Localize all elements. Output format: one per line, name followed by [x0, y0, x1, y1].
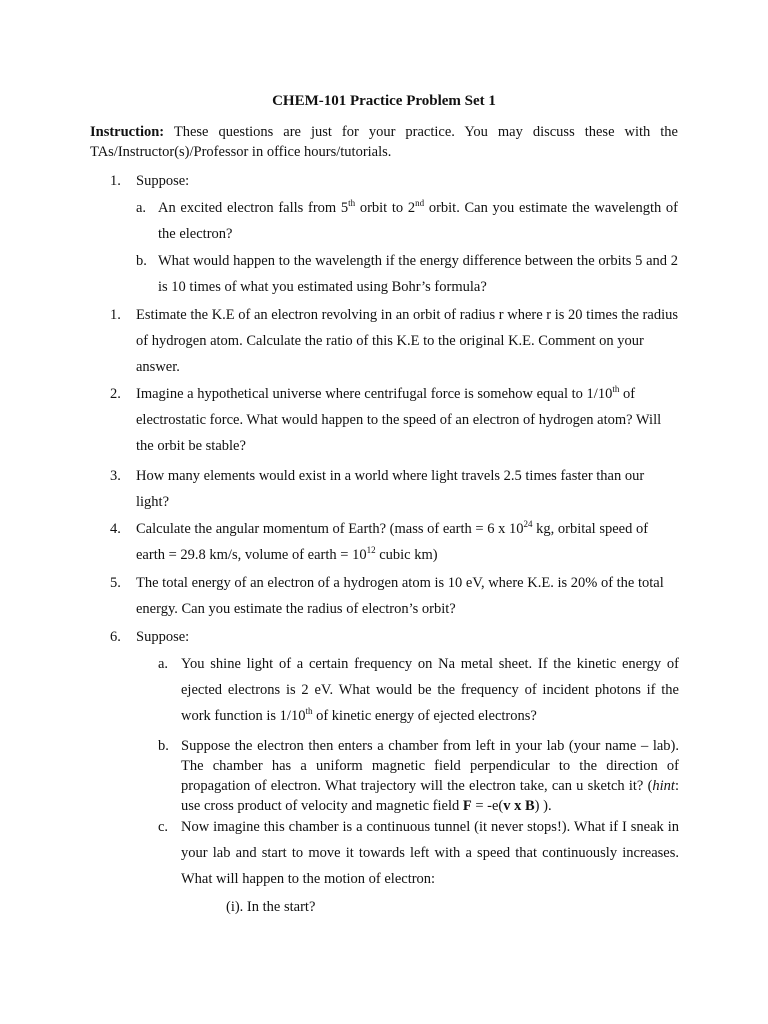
sub-question-letter: c. [158, 819, 169, 835]
sub-question-text: Now imagine this chamber is a continuous tunnel (it never stops!). What if I sneak in your lab and start to move it towards left with a speed that continuously increases. What will happen to the motion of electron: [181, 819, 679, 887]
sub-question-letter: a. [158, 656, 169, 672]
instruction-label: Instruction: [90, 124, 165, 140]
sub-question-letter: b. [158, 738, 169, 754]
sub-question-letter: b. [136, 253, 147, 269]
question-number: 3. [110, 468, 121, 484]
question-number: 1. [110, 307, 121, 323]
question-number: 6. [110, 629, 121, 645]
sub-sub-question-item: (i). In the start? [226, 899, 316, 915]
instruction-text: These questions are just for your practice. You may discuss these with the TAs/Instructor(s)/Professor in office hours/tutorials. [90, 124, 678, 160]
question-text: Suppose: [136, 629, 190, 645]
sub-question-text: Suppose the electron then enters a chamber from left in your lab (your name – lab). The chamber has a uniform magnetic field perpendicular to the direction of propagation of electron. What trajectory will the electron take, can u sketch it? (hint: use cross product of velocity and magnetic field F = -e(v x B) ). [181, 738, 679, 814]
question-number: 1. [110, 173, 121, 189]
instruction-paragraph [90, 122, 678, 162]
question-text: How many elements would exist in a world where light travels 2.5 times faster than our light? [136, 468, 645, 510]
sub-question-text: You shine light of a certain frequency on Na metal sheet. If the kinetic energy of ejected electrons is 2 eV. What would be the frequency of incident photons if the work function is 1/10th of kinetic energy of ejected electrons? [181, 656, 679, 724]
question-number: 4. [110, 521, 121, 537]
question-text: Estimate the K.E of an electron revolving in an orbit of radius r where r is 20 times the radius of hydrogen atom. Calculate the ratio of this K.E to the original K.E. Comment on your answer. [136, 307, 678, 375]
question-number: 2. [110, 386, 121, 402]
question-text: Suppose: [136, 173, 190, 189]
question-text: The total energy of an electron of a hydrogen atom is 10 eV, where K.E. is 20% of the total energy. Can you estimate the radius of electron’s orbit? [136, 575, 664, 617]
question-text: Calculate the angular momentum of Earth? (mass of earth = 6 x $10^{24}$ kg, orbital speed of earth = 29.8 km/s, volume of earth = $10^{12}$ cubic km) [136, 519, 649, 563]
sub-question-text: An excited electron falls from 5th orbit to 2nd orbit. Can you estimate the wavelength of the electron? [158, 198, 678, 242]
sub-question-letter: a. [136, 200, 147, 216]
question-number: 5. [110, 575, 121, 591]
page-title: CHEM-101 Practice Problem Set 1 [272, 93, 496, 109]
question-text: Imagine a hypothetical universe where centrifugal force is somehow equal to 1/10th of electrostatic force. What would happen to the speed of an electron of hydrogen atom? Will the orbit be stable? [136, 384, 662, 454]
sub-question-text: What would happen to the wavelength if the energy difference between the orbits 5 and 2 is 10 times of what you estimated using Bohr’s formula? [158, 253, 678, 295]
